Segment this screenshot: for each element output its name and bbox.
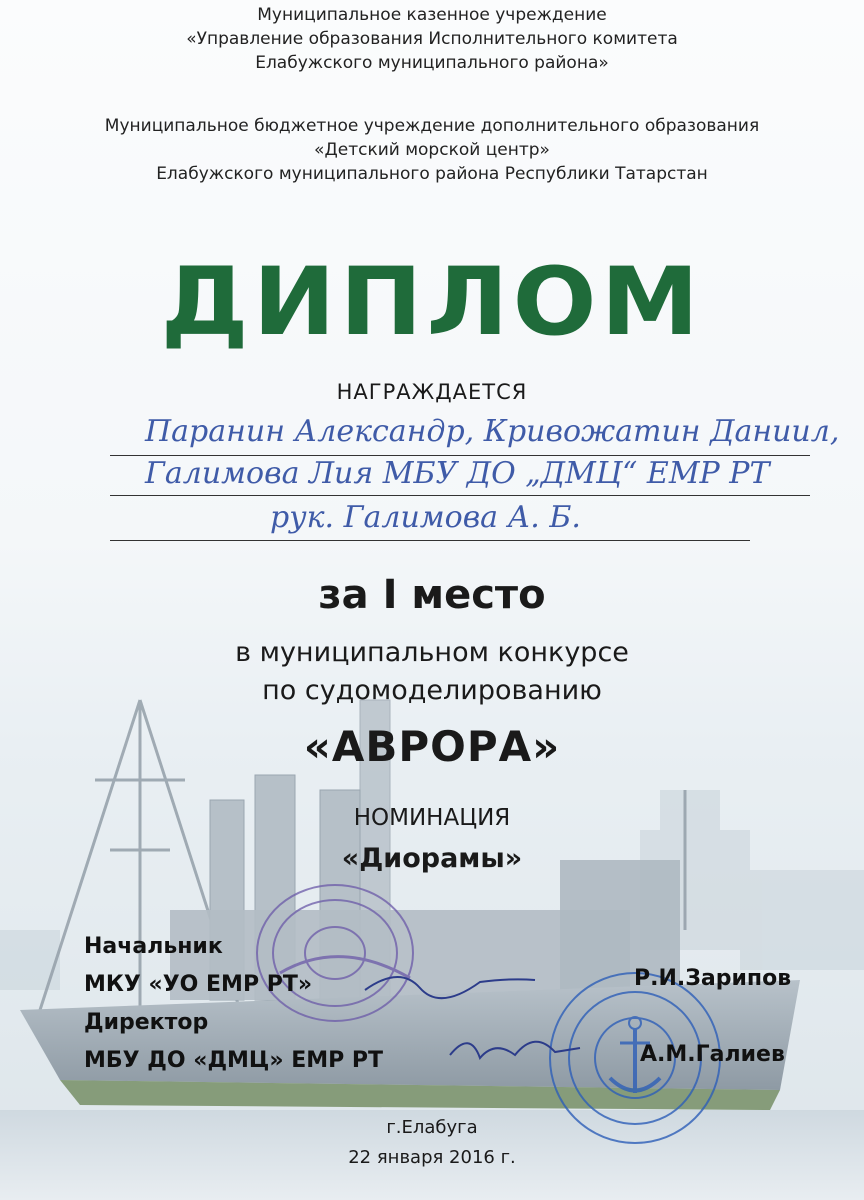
nomination-label: НОМИНАЦИЯ (353, 805, 511, 831)
place-heading: за I место (318, 572, 546, 618)
signatory2-name: А.М.Галиев (640, 1042, 785, 1067)
recipient-underline-2 (110, 495, 810, 496)
org2-line2: «Детский морской центр» (314, 140, 550, 160)
signatory2-role: Директор (84, 1010, 209, 1035)
signatory1-role: Начальник (84, 934, 223, 959)
contest-description (0, 634, 864, 710)
org1-line2: «Управление образования Исполнительного комитета (186, 29, 678, 49)
org1-line1: Муниципальное казенное учреждение (257, 5, 607, 25)
signatory2-org: МБУ ДО «ДМЦ» ЕМР РТ (84, 1048, 384, 1073)
nomination-value: «Диорамы» (341, 843, 523, 874)
footer-city: г.Елабуга (386, 1117, 478, 1138)
signature-zaripov (360, 960, 540, 1010)
footer (0, 1113, 864, 1173)
signature-galiev (445, 1020, 585, 1070)
footer-date: 22 января 2016 г. (348, 1147, 516, 1168)
org2-line3: Елабужского муниципального района Республики Татарстан (156, 164, 708, 184)
contest-line1: в муниципальном конкурсе (235, 637, 629, 668)
recipient-handwritten-line-1: Паранин Александр, Кривожатин Даниил, (145, 414, 840, 449)
contest-line2: по судомоделированию (262, 675, 602, 706)
recipient-handwritten-line-3: рук. Галимова А. Б. (270, 500, 581, 535)
awarded-label: НАГРАЖДАЕТСЯ (336, 380, 528, 404)
org-header-1 (0, 3, 864, 75)
recipient-underline-3 (110, 540, 750, 541)
signatory1-name: Р.И.Зарипов (634, 966, 792, 991)
org-header-2 (0, 114, 864, 186)
org1-line3: Елабужского муниципального района» (255, 53, 609, 73)
signatories-left (84, 928, 383, 1080)
contest-name: «АВРОРА» (303, 722, 561, 771)
diploma-title: ДИПЛОМ (160, 248, 704, 357)
org2-line1: Муниципальное бюджетное учреждение дополнительного образования (104, 116, 760, 136)
recipient-handwritten-line-2: Галимова Лия МБУ ДО „ДМЦ“ ЕМР РТ (145, 456, 770, 491)
signatory1-org: МКУ «УО ЕМР РТ» (84, 972, 313, 997)
